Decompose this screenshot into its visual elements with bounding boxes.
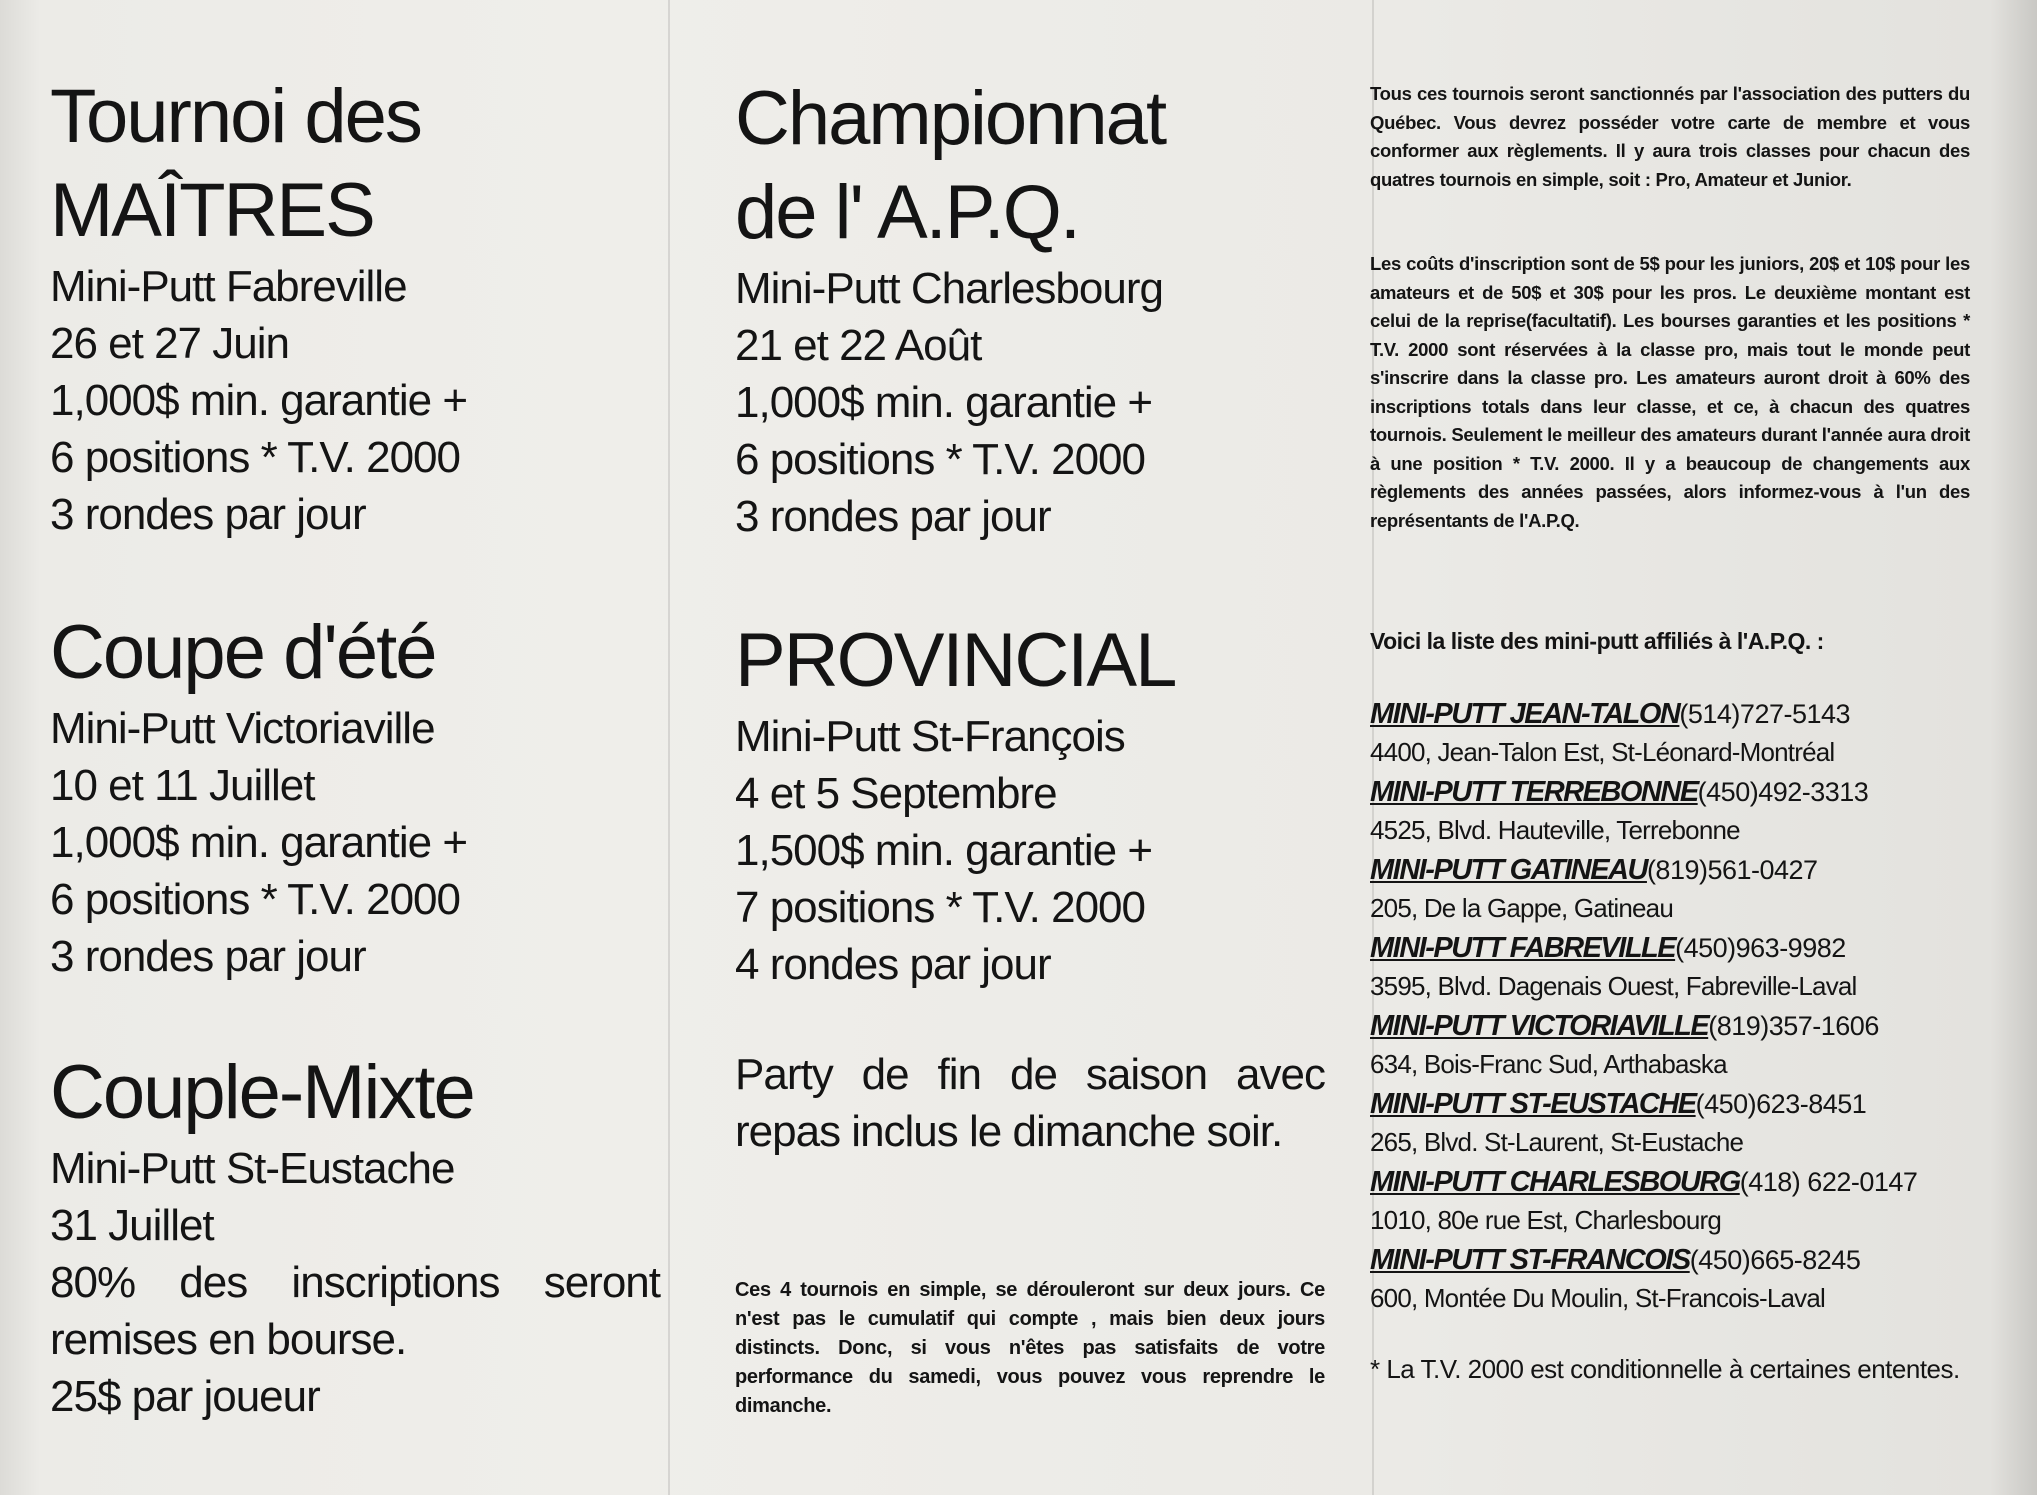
event-positions: 6 positions * T.V. 2000	[735, 435, 1145, 484]
list-item	[1370, 928, 1970, 1006]
club-phone: (450)623-8451	[1695, 1089, 1867, 1119]
event-purse: 1,000$ min. garantie +	[50, 818, 468, 867]
club-name: MINI-PUTT ST-FRANCOIS	[1370, 1244, 1690, 1276]
club-phone: (514)727-5143	[1679, 699, 1851, 729]
club-name: MINI-PUTT VICTORIAVILLE	[1370, 1010, 1709, 1042]
list-item	[1370, 1006, 1970, 1084]
club-phone: (450)492-3313	[1697, 777, 1869, 807]
club-name: MINI-PUTT TERREBONNE	[1370, 776, 1698, 808]
event-venue: Mini-Putt Victoriaville	[50, 704, 435, 753]
club-phone: (450)665-8245	[1689, 1245, 1861, 1275]
club-phone: (819)561-0427	[1646, 855, 1818, 885]
event-title: Tournoi des MAÎTRES	[50, 74, 421, 253]
club-name: MINI-PUTT FABREVILLE	[1370, 932, 1676, 964]
event-date: 21 et 22 Août	[735, 321, 982, 370]
event-venue: Mini-Putt Charlesbourg	[735, 264, 1163, 313]
event-purse: 1,000$ min. garantie +	[735, 378, 1153, 427]
tournament-note: Ces 4 tournois en simple, se dérouleront sur deux jours. Ce n'est pas le cumulatif qui compte , mais bien deux jours distincts. Donc, si vous n'êtes pas satisfaits de votre performance du samedi, vous pouvez vous reprendre le dimanche.	[735, 1279, 1325, 1417]
event-title: PROVINCIAL	[735, 618, 1176, 703]
club-phone: (819)357-1606	[1708, 1011, 1879, 1041]
event-venue: Mini-Putt St-François	[735, 712, 1125, 761]
event-title: Coupe d'été	[50, 610, 436, 695]
list-item	[1370, 1162, 1970, 1240]
club-address: 265, Blvd. St-Laurent, St-Eustache	[1370, 1127, 1744, 1157]
fees-paragraph: Les coûts d'inscription sont de 5$ pour les juniors, 20$ et 10$ pour les amateurs et de 50$ et 30$ pour les pros. Le deuxième montant est celui de la reprise(facultatif). Les bourses garanties et les positions * T.V. 2000 sont réservées à la classe pro, mais tout le monde peut s'inscrire dans la classe pro. Les amateurs auront droit à 60% des inscriptions totals dans leur classe, et ce, à chacun des quatres tournois. Seulement le meilleur des amateurs durant l'année aura droit à une position * T.V. 2000. Il y a beaucoup de changements aux règlements des années passées, alors informez-vous à l'un des représentants de l'A.P.Q.	[1370, 253, 1970, 531]
event-venue: Mini-Putt St-Eustache	[50, 1144, 455, 1193]
event-date: 4 et 5 Septembre	[735, 769, 1057, 818]
event-positions: 6 positions * T.V. 2000	[50, 433, 460, 482]
club-address: 600, Montée Du Moulin, St-Francois-Laval	[1370, 1283, 1826, 1313]
event-positions: 6 positions * T.V. 2000	[50, 875, 460, 924]
event-title: Couple-Mixte	[50, 1050, 474, 1135]
club-address: 4400, Jean-Talon Est, St-Léonard-Montréal	[1370, 737, 1835, 767]
club-name: MINI-PUTT GATINEAU	[1370, 854, 1647, 886]
event-provincial	[735, 614, 1325, 993]
event-purse: 80% des inscriptions seront remises en bourse.	[50, 1258, 660, 1364]
event-positions: 7 positions * T.V. 2000	[735, 883, 1145, 932]
event-title: Championnat de l' A.P.Q.	[735, 76, 1166, 255]
event-couple-mixte	[50, 1046, 660, 1425]
event-fee: 25$ par joueur	[50, 1372, 320, 1421]
party-announcement: Party de fin de saison avec repas inclus le dimanche soir.	[735, 1050, 1325, 1156]
club-name: MINI-PUTT ST-EUSTACHE	[1370, 1088, 1696, 1120]
fold-line	[668, 0, 670, 1495]
club-address: 634, Bois-Franc Sud, Arthabaska	[1370, 1049, 1727, 1079]
event-rounds: 3 rondes par jour	[50, 932, 366, 981]
club-list-heading: Voici la liste des mini-putt affiliés à l'A.P.Q. :	[1370, 628, 1824, 654]
list-item	[1370, 1240, 1970, 1318]
club-address: 3595, Blvd. Dagenais Ouest, Fabreville-Laval	[1370, 971, 1857, 1001]
sanction-paragraph: Tous ces tournois seront sanctionnés par l'association des putters du Québec. Vous devrez posséder votre carte de membre et vous conformer aux règlements. Il y aura trois classes pour chacun des quatres tournois en simple, soit : Pro, Amateur et Junior.	[1370, 83, 1970, 190]
event-date: 31 Juillet	[50, 1201, 214, 1250]
footnote: * La T.V. 2000 est conditionnelle à certaines ententes.	[1370, 1354, 1960, 1384]
event-purse: 1,000$ min. garantie +	[50, 376, 468, 425]
club-phone: (450)963-9982	[1675, 933, 1846, 963]
event-tournoi-des-maitres	[50, 70, 660, 543]
event-coupe-dete	[50, 606, 660, 985]
club-list	[1370, 694, 1970, 1318]
event-championnat-apq	[735, 72, 1325, 545]
club-address: 4525, Blvd. Hauteville, Terrebonne	[1370, 815, 1740, 845]
list-item	[1370, 1084, 1970, 1162]
list-item	[1370, 772, 1970, 850]
event-rounds: 4 rondes par jour	[735, 940, 1051, 989]
club-name: MINI-PUTT CHARLESBOURG	[1370, 1166, 1740, 1198]
club-phone: (418) 622-0147	[1739, 1167, 1918, 1197]
event-date: 10 et 11 Juillet	[50, 761, 315, 810]
club-address: 205, De la Gappe, Gatineau	[1370, 893, 1673, 923]
event-rounds: 3 rondes par jour	[735, 492, 1051, 541]
club-address: 1010, 80e rue Est, Charlesbourg	[1370, 1205, 1721, 1235]
event-rounds: 3 rondes par jour	[50, 490, 366, 539]
event-venue: Mini-Putt Fabreville	[50, 262, 407, 311]
event-date: 26 et 27 Juin	[50, 319, 289, 368]
club-name: MINI-PUTT JEAN-TALON	[1370, 698, 1680, 730]
event-purse: 1,500$ min. garantie +	[735, 826, 1153, 875]
list-item	[1370, 694, 1970, 772]
list-item	[1370, 850, 1970, 928]
